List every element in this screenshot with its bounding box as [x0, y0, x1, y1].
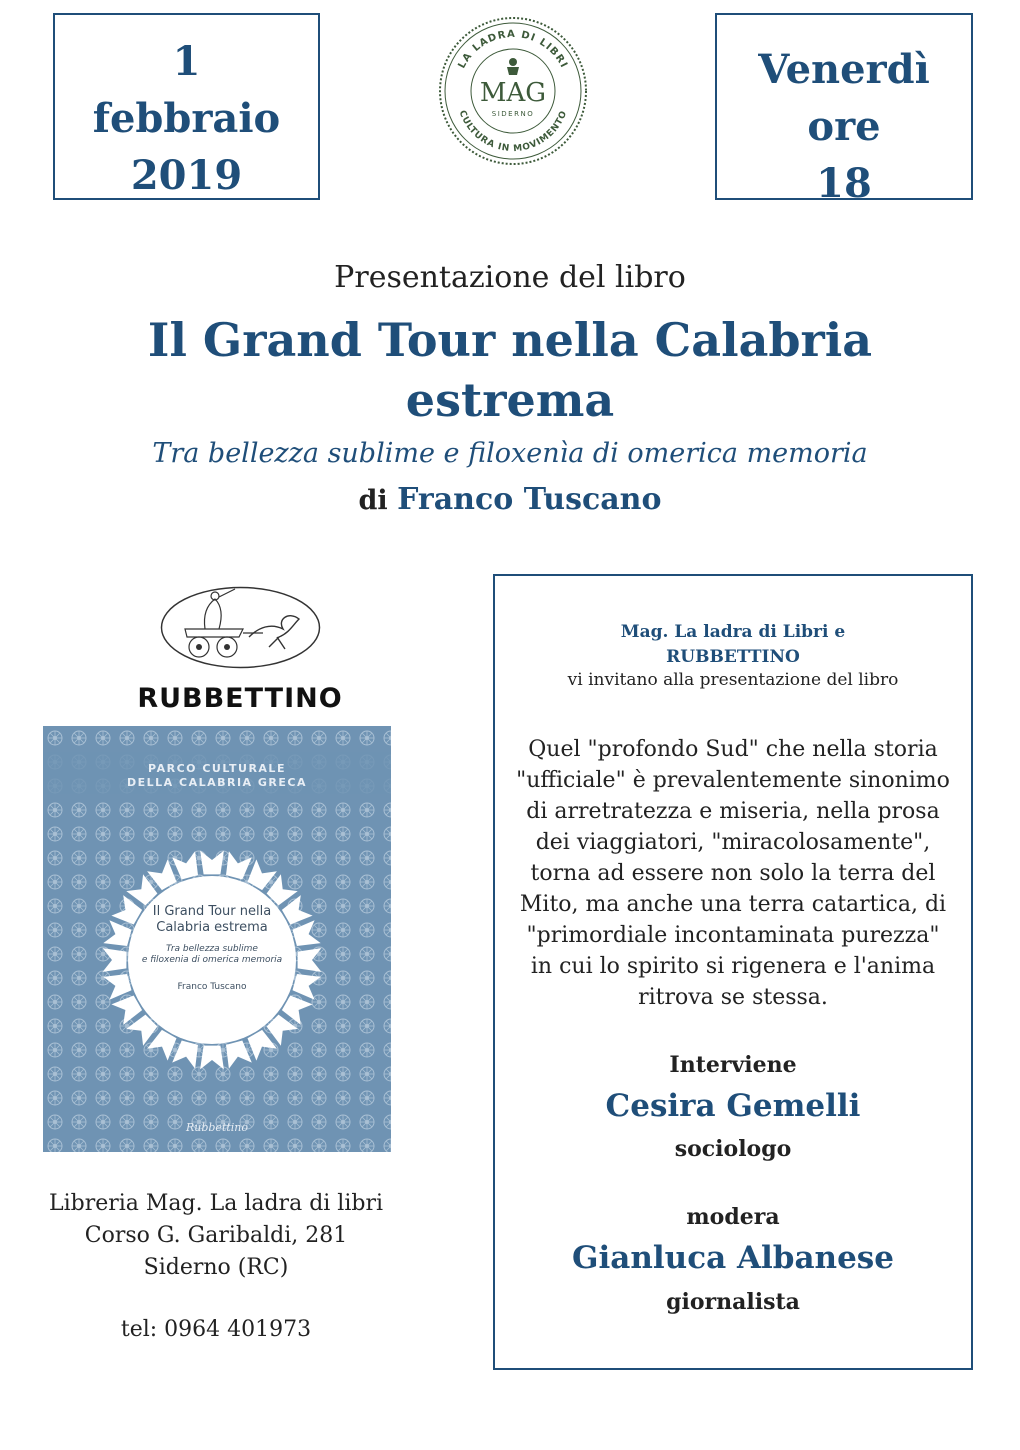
moderates-label: modera — [686, 1204, 780, 1230]
presentation-label: Presentazione del libro — [334, 260, 686, 295]
venue-name: Libreria Mag. La ladra di libri — [48, 1191, 384, 1216]
book-title-line1: Il Grand Tour nella Calabria — [147, 313, 873, 367]
venue-phone: tel: 0964 401973 — [120, 1317, 312, 1342]
logo-top-text: LA LADRA DI LIBRI — [456, 28, 570, 71]
mag-logo — [437, 15, 589, 167]
cover-title-line2: Calabria estrema — [156, 920, 268, 935]
event-time — [717, 41, 971, 212]
author-prefix: di — [358, 485, 388, 516]
organizers — [495, 620, 971, 670]
book-title — [0, 310, 1020, 430]
invite-text: vi invitano alla presentazione del libro — [567, 670, 899, 690]
date-month: febbraio — [92, 95, 281, 142]
book-title-line2: estrema — [405, 373, 615, 427]
chariot-emblem-icon — [159, 585, 322, 670]
cover-publisher: Rubbettino — [185, 1121, 249, 1134]
event-hour: 18 — [816, 160, 872, 207]
cover-series-line1: PARCO CULTURALE — [148, 762, 286, 775]
cover-sub-line1: Tra bellezza sublime — [166, 944, 258, 954]
organizer-line1: Mag. La ladra di Libri e — [620, 622, 846, 642]
event-ore: ore — [807, 103, 881, 150]
cover-author: Franco Tuscano — [177, 982, 247, 992]
logo-town: SIDERNO — [491, 110, 535, 118]
cover-subtitle — [128, 944, 296, 966]
logo-center: MAG — [479, 78, 547, 108]
book-tagline: Tra bellezza sublime e filoxenìa di omerica memoria — [152, 438, 868, 469]
organizer-line2: RUBBETTINO — [666, 647, 800, 667]
reader-figure-icon — [507, 58, 519, 75]
publisher-logo-text: RUBBETTINO — [137, 683, 343, 714]
date-box — [53, 13, 320, 200]
moderator-name: Gianluca Albanese — [572, 1240, 894, 1276]
venue-city: Siderno (RC) — [143, 1255, 289, 1280]
book-cover — [43, 726, 391, 1152]
event-weekday: Venerdì — [758, 46, 930, 93]
speaker-name: Cesira Gemelli — [605, 1088, 861, 1124]
cover-series-line2: DELLA CALABRIA GRECA — [126, 776, 307, 789]
cover-series — [43, 762, 391, 790]
book-author-line — [0, 482, 1020, 517]
moderator-role: giornalista — [666, 1289, 800, 1315]
cover-title-line1: Il Grand Tour nella — [152, 904, 272, 919]
venue-street: Corso G. Garibaldi, 281 — [84, 1223, 348, 1248]
date-year: 2019 — [130, 152, 243, 199]
book-description: Quel "profondo Sud" che nella storia "ufficiale" è prevalentemente sinonimo di arretratezza e miseria, nella prosa dei viaggiatori, "miracolosamente", torna ad essere non solo la terra del Mito, ma anche una terra catartica, di "primordiale incontaminata purezza" in cui lo spirito si rigenera e l'anima ritrova se stessa. — [516, 737, 950, 1010]
info-panel — [493, 574, 973, 1370]
date-day: 1 — [172, 38, 201, 85]
speaker-role: sociologo — [674, 1136, 792, 1162]
event-date — [55, 33, 318, 204]
cover-title — [128, 904, 296, 936]
time-box — [715, 13, 973, 207]
cover-sub-line2: e filoxenia di omerica memoria — [141, 955, 283, 965]
intervenes-label: Interviene — [669, 1052, 797, 1078]
venue-address — [30, 1188, 402, 1346]
author-name: Franco Tuscano — [397, 482, 662, 517]
logo-bottom-text: CULTURA IN MOVIMENTO — [456, 109, 570, 155]
